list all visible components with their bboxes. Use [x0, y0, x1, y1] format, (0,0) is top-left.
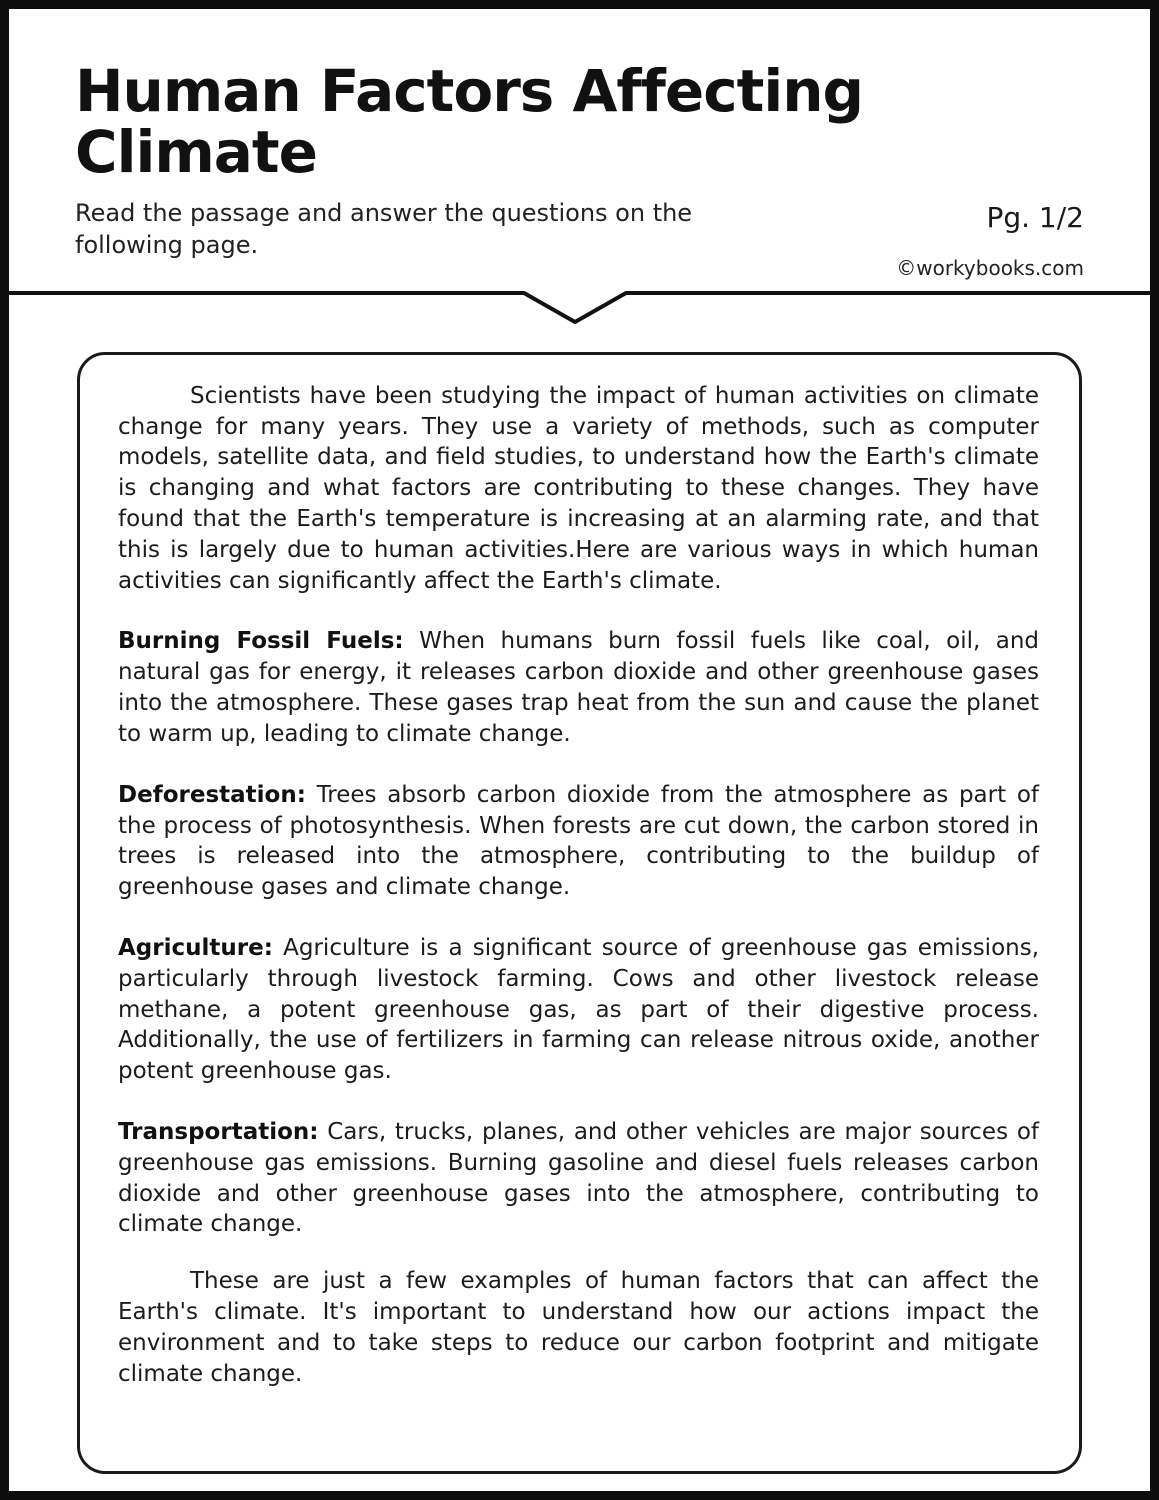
worksheet-header [9, 9, 1150, 280]
passage-section-transportation [118, 1117, 1039, 1240]
meta-column [896, 197, 1084, 280]
section-heading: Transportation: [118, 1119, 319, 1146]
passage-section-deforestation [118, 780, 1039, 903]
subhead-row [75, 197, 1084, 280]
passage-section-agriculture [118, 933, 1039, 1087]
instructions-text: Read the passage and answer the questions on the following page. [75, 198, 693, 260]
passage-closing-paragraph: These are just a few examples of human factors that can affect the Earth's climate. It's important to understand how our actions impact the environment and to take steps to reduce our carbon footprint and mitigate climate change. [118, 1268, 1039, 1387]
copyright-text: ©workybooks.com [896, 255, 1084, 280]
passage-intro-paragraph: Scientists have been studying the impact of human activities on climate change for many years. They use a variety of methods, such as computer models, satellite data, and field studies, to understand how the Earth's climate is changing and what factors are contributing to these changes. They have found that the Earth's temperature is increasing at an alarming rate, and that this is largely due to human activities.Here are various ways in which human activities can significantly affect the Earth's climate. [118, 382, 1039, 594]
page-number-label: Pg. 1/2 [986, 200, 1084, 234]
section-heading: Agriculture: [118, 934, 273, 961]
passage-section-burning-fossil-fuels [118, 626, 1039, 749]
passage-box [77, 352, 1082, 1474]
section-body: Agriculture is a significant source of greenhouse gas emissions, particularly through livestock farming. Cows and other livestock release methane, a potent greenhouse gas, as part of their digestive process. Additionally, the use of fertilizers in farming can release nitrous oxide, another potent greenhouse gas. [118, 934, 1040, 1085]
section-body: Trees absorb carbon dioxide from the atmosphere as part of the process of photosynthesis. When forests are cut down, the carbon stored in trees is released into the atmosphere, contributing to the buildup of greenhouse gases and climate change. [118, 781, 1039, 901]
section-heading: Burning Fossil Fuels: [118, 628, 404, 655]
section-body: When humans burn fossil fuels like coal, oil, and natural gas for energy, it releases carbon dioxide and other greenhouse gases into the atmosphere. These gases trap heat from the sun and cause the planet to warm up, leading to climate change. [118, 628, 1040, 747]
section-heading: Deforestation: [118, 781, 306, 808]
section-body: Cars, trucks, planes, and other vehicles are major sources of greenhouse gas emissions. Burning gasoline and diesel fuels releases carbon dioxide and other greenhouse gases into the atmosphere, contributing to climate change. [118, 1119, 1039, 1238]
divider-chevron-rule [9, 286, 1150, 330]
page-title: Human Factors Affecting Climate [75, 57, 864, 186]
